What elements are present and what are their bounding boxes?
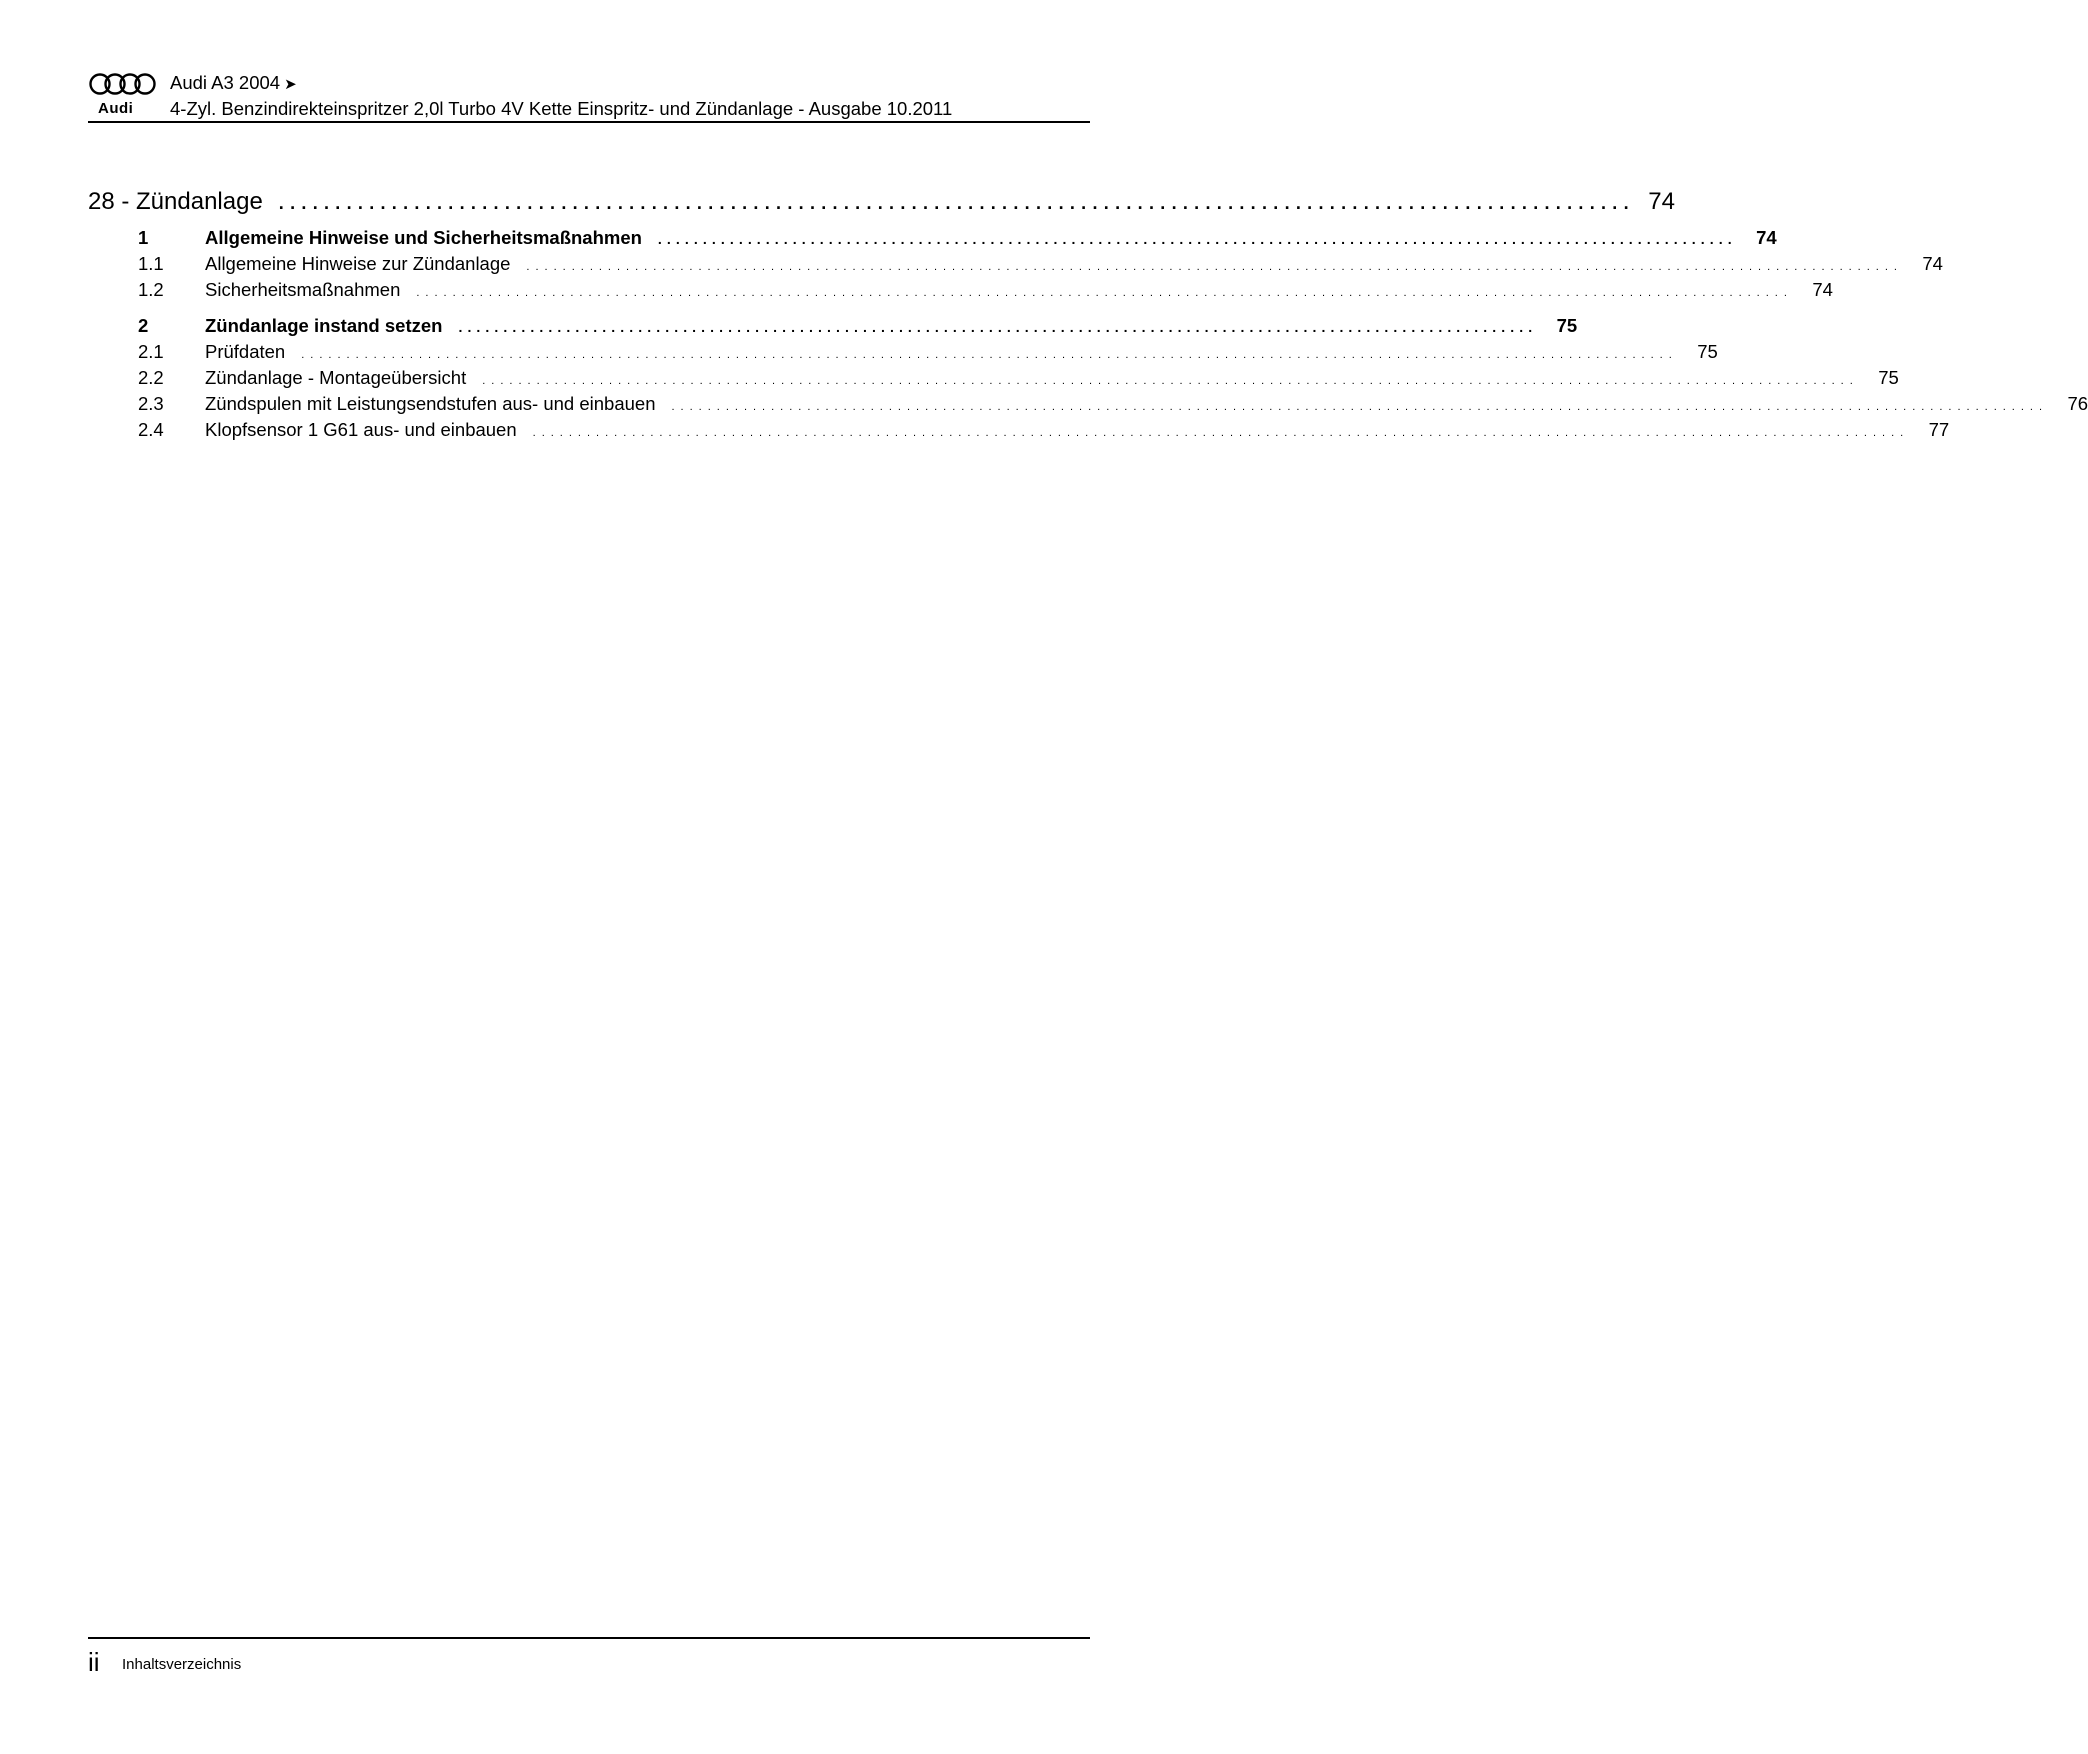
model-text: Audi A3 2004 [170,72,281,93]
toc-entry[interactable] [88,253,1943,279]
toc-page-number: 75 [1697,341,1718,362]
leader-dots: ........................................................................................................................................................ [301,349,1678,361]
footer-section-label: Inhaltsverzeichnis [122,1656,242,1673]
toc-entry[interactable] [88,367,1899,393]
leader-dots: ........................................................................................................................................................ [532,427,1910,439]
leader-dots: ........................................................................................................................ [458,319,1538,335]
toc-entry-number: 1.2 [138,279,164,300]
leader-dots: ........................................................................................................................................................ [526,261,1903,273]
toc-page-number: 76 [2067,393,2088,414]
document-model [170,74,297,93]
toc-entry-title: Klopfsensor 1 G61 aus- und einbauen [205,419,517,440]
toc-entry-number: 2.1 [138,341,164,362]
toc-chapter-title: 28 - Zündanlage [88,188,263,215]
toc-entry-number: 2.4 [138,419,164,440]
toc-entry-title: Allgemeine Hinweise und Sicherheitsmaßnahmen [205,227,642,248]
header-divider [88,121,1090,123]
toc-entry-number: 1 [138,227,149,248]
toc-page-number: 74 [1648,188,1675,215]
toc-entry[interactable] [88,341,1718,367]
footer-divider [88,1637,1090,1639]
toc-entry-number: 2.3 [138,393,164,414]
leader-dots: ........................................................................................................................................................ [416,287,1793,299]
leader-dots: ........................................................................................................................................................ [482,375,1859,387]
audi-rings-icon [88,72,160,120]
document-subtitle: 4-Zyl. Benzindirekteinspritzer 2,0l Turbo 4V Kette Einspritz- und Zündanlage - Ausgabe 10.2011 [170,98,953,119]
toc-page-number: 75 [1556,315,1578,336]
toc-page-number: 74 [1922,253,1943,274]
toc-entry-title: Zündspulen mit Leistungsendstufen aus- und einbauen [205,393,656,414]
toc-entry-title: Zündanlage - Montageübersicht [205,367,467,388]
toc-entry[interactable] [88,279,1833,305]
toc-page-number: 74 [1756,227,1777,248]
toc-entry[interactable] [88,393,2088,419]
page-header [88,72,1090,124]
page-footer [88,1637,1090,1677]
leader-dots: ........................................................................................................................ [278,193,1635,213]
toc-entry-title: Zündanlage instand setzen [205,315,443,336]
toc-entry-number: 2.2 [138,367,164,388]
toc-entry[interactable] [88,227,1777,253]
audi-wordmark: Audi [98,100,134,117]
toc-entry-number: 1.1 [138,253,164,274]
toc-entry-title: Sicherheitsmaßnahmen [205,279,401,300]
toc-chapter[interactable] [88,188,1675,224]
arrow-right-icon: ➤ [284,76,297,93]
toc-entry-title: Allgemeine Hinweise zur Zündanlage [205,253,511,274]
toc-page-number: 74 [1812,279,1833,300]
toc-entry-title: Prüfdaten [205,341,286,362]
toc-page-number: 75 [1878,367,1899,388]
toc-entry[interactable] [88,315,1578,341]
toc-entry-number: 2 [138,315,149,336]
leader-dots: ........................................................................................................................ [657,231,1737,247]
footer-page-number: ii [88,1647,100,1677]
leader-dots: ........................................................................................................................................................ [671,401,2049,413]
toc-page-number: 77 [1928,419,1950,440]
toc-entry[interactable] [88,419,1950,445]
table-of-contents [88,188,2088,445]
